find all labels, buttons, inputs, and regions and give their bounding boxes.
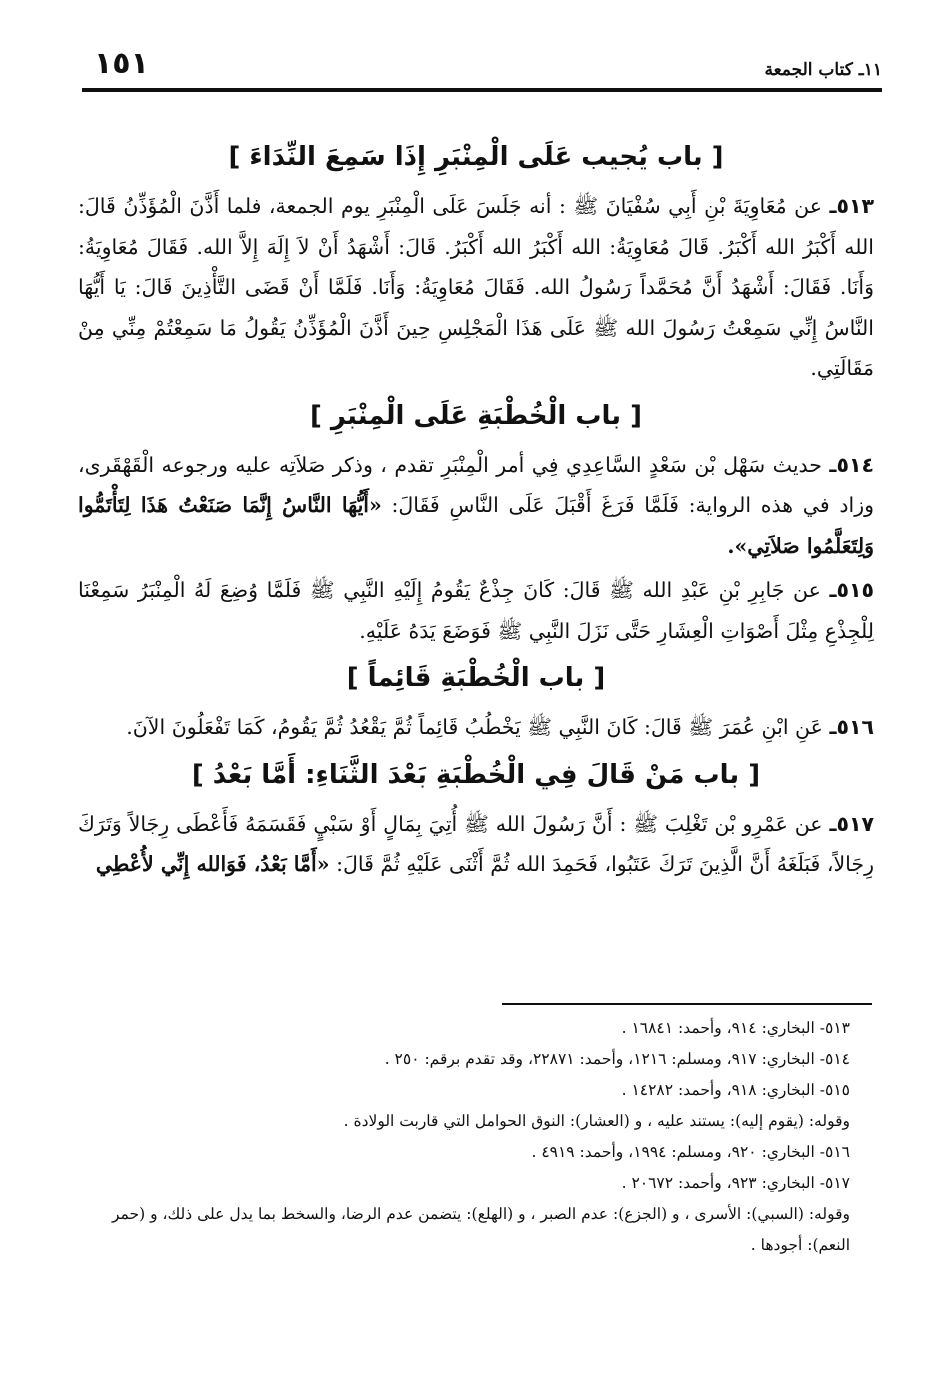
- hadith-paragraph: [78, 186, 874, 389]
- hadith-paragraph: [78, 804, 874, 885]
- hadith-number: ٥١٣ـ: [829, 194, 874, 218]
- chapter-title: [ باب مَنْ قَالَ فِي الْخُطْبَةِ بَعْدَ الثَّنَاءِ: أَمَّا بَعْدُ ]: [191, 759, 761, 790]
- hadith-text: عن مُعَاوِيَةَ بْنِ أَبِي سُفْيَانَ ﷺ : أنه جَلَسَ عَلَى الْمِنْبَرِ يوم الجمعة، فلما أَذَّنَ الْمُؤَذِّنُ قَالَ: الله أَكْبَرُ الله أَكْبَرُ. قَالَ مُعَاوِيَةُ: الله أَكْبَرُ الله أَكْبَرُ. قَالَ: أَشْهَدُ أَنْ لاَ إِلَهَ إِلاَّ الله. فَقَالَ مُعَاوِيَةُ: وَأَنَا. فَقَالَ: أَشْهَدُ أَنَّ مُحَمَّداً رَسُولُ الله. فَقَالَ مُعَاوِيَةُ: وَأَنَا. فَلَمَّا أَنْ قَضَى التَّأْذِينَ قَالَ: يَا أَيُّهَا النَّاسُ إِنِّي سَمِعْتُ رَسُولَ الله ﷺ عَلَى هَذَا الْمَجْلِسِ حِينَ أَذَّنَ الْمُؤَذِّنُ يَقُولُ مَا سَمِعْتُمْ مِنِّي مِنْ مَقَالَتِي.: [78, 194, 874, 380]
- hadith-quote: «أَمَّا بَعْدُ، فَوَالله إِنِّي لأُعْطِي: [95, 852, 330, 876]
- footnote-reference: ٥١٣- البخاري: ٩١٤، وأحمد: ١٦٨٤١ .: [621, 1019, 850, 1037]
- hadith-number: ٥١٦ـ: [829, 715, 874, 739]
- footnote-reference: ٥١٥- البخاري: ٩١٨، وأحمد: ١٤٢٨٢ .: [621, 1081, 850, 1099]
- hadith-paragraph: [78, 445, 874, 567]
- hadith-paragraph: [78, 707, 874, 748]
- footnote-reference: ٥١٦- البخاري: ٩٢٠، ومسلم: ١٩٩٤، وأحمد: ٤٩١٩ .: [531, 1143, 850, 1161]
- footnote-rule: [502, 1003, 872, 1005]
- hadith-paragraph: [78, 570, 874, 651]
- header-rule: [82, 88, 882, 92]
- hadith-text: عن جَابِرِ بْنِ عَبْدِ الله ﷺ قَالَ: كَانَ جِذْعٌ يَقُومُ إِلَيْهِ النَّبِي ﷺ فَلَمَّا وُضِعَ لَهُ الْمِنْبَرُ سَمِعْنَا لِلْجِذْعِ مِثْلَ أَصْوَاتِ الْعِشَارِ حَتَّى نَزَلَ النَّبِي ﷺ فَوَضَعَ يَدَهُ عَلَيْهِ.: [78, 578, 874, 643]
- chapter-title: [ باب يُجيب عَلَى الْمِنْبَرِ إِذَا سَمِعَ النِّدَاءَ ]: [228, 142, 724, 172]
- hadith-number: ٥١٥ـ: [829, 578, 874, 602]
- running-head: ١١ـ كتاب الجمعة: [764, 60, 882, 80]
- hadith-number: ٥١٤ـ: [829, 452, 874, 477]
- chapter-title: [ باب الْخُطْبَةِ قَائِماً ]: [346, 663, 606, 693]
- main-text: [78, 130, 874, 889]
- footnote-reference: ٥١٧- البخاري: ٩٢٣، وأحمد: ٢٠٦٧٢ .: [621, 1174, 850, 1192]
- chapter-title: [ باب الْخُطْبَةِ عَلَى الْمِنْبَرِ ]: [310, 400, 642, 431]
- page-header: [82, 42, 882, 92]
- hadith-number: ٥١٧ـ: [829, 811, 874, 836]
- footnote-gloss: وقوله: (السبي): الأسرى ، و (الجزع): عدم الصبر ، و (الهلع): يتضمن عدم الرضا، والسخط بما يدل على ذلك، و (حمر النعم): أجودها .: [112, 1205, 850, 1254]
- hadith-quote: «أَيُّهَا النَّاسُ إِنَّمَا صَنَعْتُ هَذَا لِتَأْتَمُّوا وَلِتَعَلَّمُوا صَلاَتِي».: [78, 493, 874, 558]
- hadith-text: عَنِ ابْنِ عُمَرَ ﷺ قَالَ: كَانَ النَّبِي ﷺ يَخْطُبُ قَائِماً ثُمَّ يَقْعُدُ ثُمَّ يَقُومُ، كَمَا تَفْعَلُونَ الآنَ.: [126, 715, 823, 739]
- hadith-text: حديث سَهْل بْن سَعْدٍ السَّاعِدِي فِي أمر الْمِنْبَرِ تقدم ، وذكر صَلاَتِه عليه ورجوعه الْقَهْقَرى، وزاد في هذه الرواية: فَلَمَّا فَرَغَ أَقْبَلَ عَلَى النَّاسِ فَقَالَ:: [78, 452, 874, 517]
- page-number: ١٥١: [94, 46, 149, 81]
- footnotes: [78, 1013, 874, 1261]
- hadith-text: عن عَمْرِو بْن تَغْلِبَ ﷺ : أَنَّ رَسُولَ الله ﷺ أُتِيَ بِمَالٍ أَوْ سَبْيٍ فَقَسَمَهُ فَأَعْطَى رِجَالاً وَتَرَكَ رِجَالاً، فَبَلَغَهُ أَنَّ الَّذِينَ تَرَكَ عَتَبُوا، فَحَمِدَ الله ثُمَّ أَثْنَى عَلَيْهِ ثُمَّ قَالَ:: [78, 811, 874, 876]
- footnote-gloss: وقوله: (يقوم إليه): يستند عليه ، و (العشار): النوق الحوامل التي قاربت الولادة .: [343, 1112, 850, 1130]
- footnote-reference: ٥١٤- البخاري: ٩١٧، ومسلم: ١٢١٦، وأحمد: ٢٢٨٧١، وقد تقدم برقم: ٢٥٠ .: [384, 1050, 850, 1068]
